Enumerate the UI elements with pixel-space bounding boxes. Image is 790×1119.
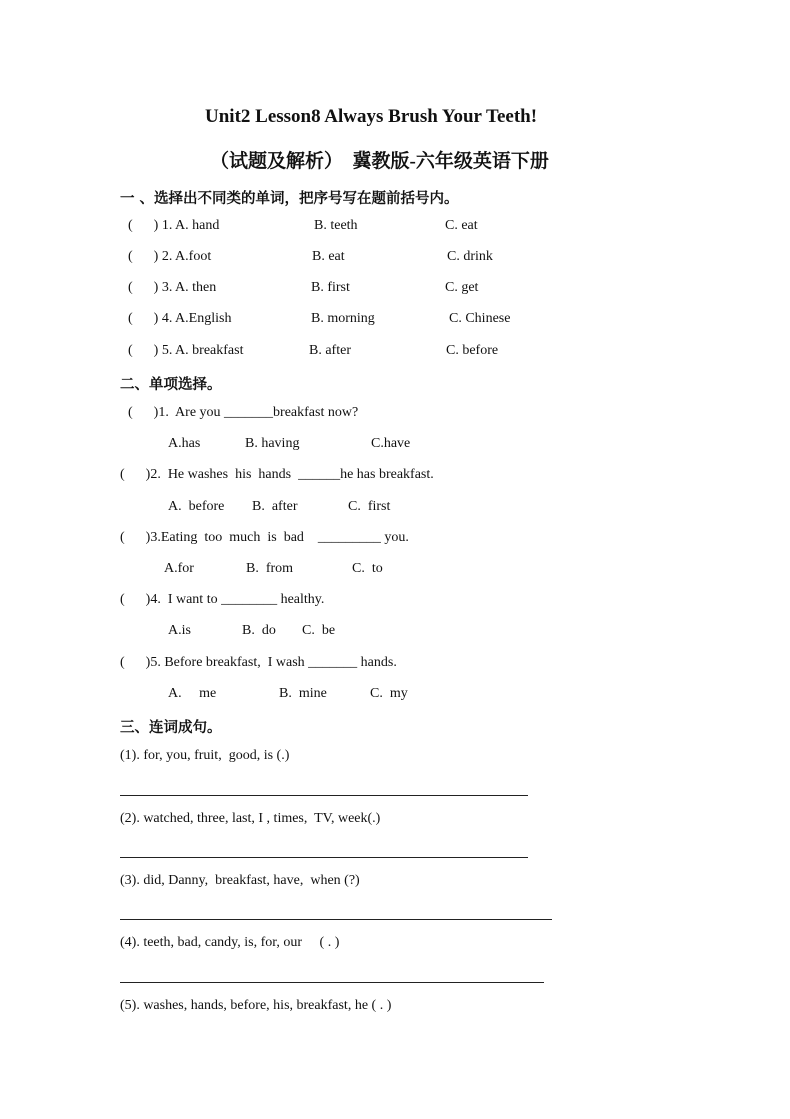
section3-heading: 三、连词成句。 [120, 720, 222, 736]
answer-line [120, 795, 528, 796]
section3-item: (3). did, Danny, breakfast, have, when (?) [120, 873, 360, 888]
section2-option-a: A. me [168, 686, 217, 701]
section2-option-b: B. do [242, 623, 276, 638]
answer-line [120, 919, 552, 920]
section2-option-c: C. to [352, 561, 383, 576]
page-title: Unit2 Lesson8 Always Brush Your Teeth! [205, 106, 538, 127]
page-subtitle: （试题及解析） 冀教版-六年级英语下册 [210, 151, 549, 172]
section2-item-stem: ( )2. He washes his hands ______he has breakfast. [120, 467, 434, 482]
section2-option-a: A. before [168, 499, 225, 514]
section1-item-stem: ( ) 1. A. hand [128, 218, 220, 233]
section3-item: (5). washes, hands, before, his, breakfast, he ( . ) [120, 998, 392, 1013]
section1-option-c: C. eat [445, 218, 478, 233]
section2-option-c: C. first [348, 499, 391, 514]
section1-item-stem: ( ) 4. A.English [128, 311, 232, 326]
answer-line [120, 857, 528, 858]
answer-line [120, 982, 544, 983]
section1-option-b: B. morning [311, 311, 375, 326]
section2-option-a: A.is [168, 623, 191, 638]
section2-option-c: C. my [370, 686, 408, 701]
section2-option-b: B. from [246, 561, 294, 576]
section1-option-b: B. first [311, 280, 350, 295]
section1-option-b: B. teeth [314, 218, 358, 233]
section1-item-stem: ( ) 3. A. then [128, 280, 217, 295]
section2-item-stem: ( )5. Before breakfast, I wash _______ hands. [120, 655, 397, 670]
section2-option-b: B. having [245, 436, 300, 451]
section1-heading: 一 、选择出不同类的单词，把序号写在题前括号内。 [120, 191, 459, 207]
section2-option-a: A.for [164, 561, 194, 576]
section2-heading: 二、单项选择。 [120, 377, 222, 393]
section2-option-c: C. be [302, 623, 336, 638]
section1-option-c: C. drink [447, 249, 493, 264]
section2-option-a: A.has [168, 436, 201, 451]
section2-item-stem: ( )3.Eating too much is bad _________ you. [120, 530, 409, 545]
section2-option-c: C.have [371, 436, 411, 451]
section2-option-b: B. after [252, 499, 298, 514]
section1-option-b: B. eat [312, 249, 345, 264]
section2-item-stem: ( )1. Are you _______breakfast now? [128, 405, 359, 420]
section1-option-c: C. get [445, 280, 479, 295]
section2-item-stem: ( )4. I want to ________ healthy. [120, 592, 325, 607]
section1-item-stem: ( ) 5. A. breakfast [128, 343, 244, 358]
section1-option-c: C. before [446, 343, 499, 358]
section1-item-stem: ( ) 2. A.foot [128, 249, 212, 264]
section1-option-b: B. after [309, 343, 351, 358]
section1-option-c: C. Chinese [449, 311, 511, 326]
section2-option-b: B. mine [279, 686, 327, 701]
section3-item: (1). for, you, fruit, good, is (.) [120, 748, 290, 763]
section3-item: (4). teeth, bad, candy, is, for, our ( . ) [120, 935, 340, 950]
section3-item: (2). watched, three, last, I , times, TV, week(.) [120, 811, 381, 826]
